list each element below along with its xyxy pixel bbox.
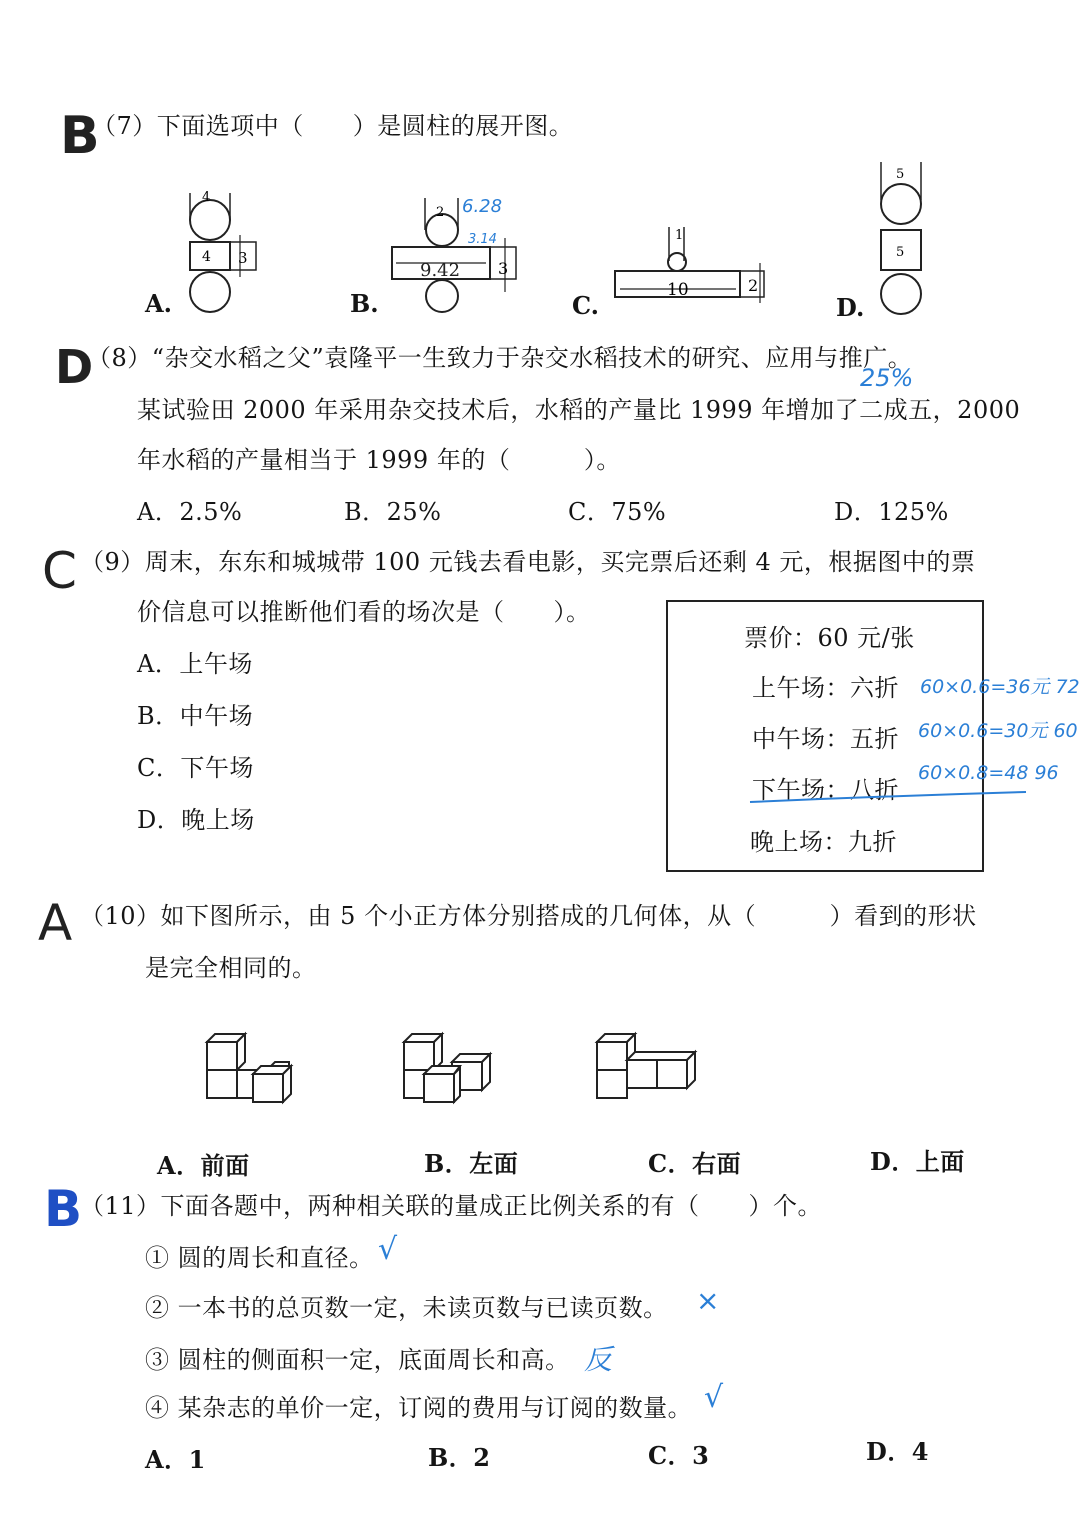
fig-d-top-label: 5 xyxy=(896,167,905,182)
q9-option-c: C．下午场 xyxy=(137,754,254,782)
q7-figure-c xyxy=(612,225,777,305)
fig-a-side-label: 3 xyxy=(238,249,248,267)
q7-option-d: D. xyxy=(836,293,865,322)
q8-option-c: C．75% xyxy=(568,498,667,526)
q9-line1: （9）周末，东东和城城带 100 元钱去看电影，买完票后还剩 4 元，根据图中的票 xyxy=(80,548,976,576)
q9-note-noon: 60×0.6=30元 60 xyxy=(918,720,1078,742)
q10-cube-figure-1 xyxy=(205,1030,300,1110)
q9-option-b: B．中午场 xyxy=(137,702,254,730)
q11-item-4: ④ 某杂志的单价一定，订阅的费用与订阅的数量。 xyxy=(145,1394,693,1422)
fig-d-mid-label: 5 xyxy=(896,245,905,260)
q11-option-a: A．1 xyxy=(145,1445,206,1474)
q11-item-1-mark: √ xyxy=(378,1232,398,1267)
ticket-row-morning: 上午场：六折 xyxy=(752,674,899,702)
q10-option-b: B．左面 xyxy=(424,1149,519,1178)
fig-c-length-label: 10 xyxy=(667,280,689,300)
fig-b-side-label: 3 xyxy=(498,259,509,278)
q10-handwritten-answer: A xyxy=(38,894,73,952)
q10-option-c: C．右面 xyxy=(648,1149,742,1178)
q11-handwritten-answer: B xyxy=(44,1180,83,1238)
q7-figure-b xyxy=(388,190,528,320)
fig-c-side-label: 2 xyxy=(748,276,759,295)
q7-stem: （7）下面选项中（ ）是圆柱的展开图。 xyxy=(92,112,574,140)
q8-option-a: A．2.5% xyxy=(137,498,243,526)
q10-line2: 是完全相同的。 xyxy=(145,954,317,982)
fig-a-mid-label: 4 xyxy=(202,249,211,265)
q11-item-2-mark: × xyxy=(696,1284,720,1317)
q11-item-4-mark: √ xyxy=(704,1380,724,1415)
q7-figure-a xyxy=(180,185,270,315)
q10-line1: （10）如下图所示，由 5 个小正方体分别搭成的几何体，从（ ）看到的形状 xyxy=(80,902,977,930)
q8-option-b: B．25% xyxy=(344,498,442,526)
fig-b-top-label: 2 xyxy=(436,205,445,220)
q9-line2: 价信息可以推断他们看的场次是（ ）。 xyxy=(137,598,591,626)
q10-option-a: A．前面 xyxy=(157,1151,250,1180)
q11-item-3: ③ 圆柱的侧面积一定，底面周长和高。 xyxy=(145,1346,570,1374)
q11-item-3-mark: 反 xyxy=(584,1343,613,1376)
q11-item-1: ① 圆的周长和直径。 xyxy=(145,1244,374,1272)
fig-c-top-label: 1 xyxy=(675,228,684,243)
q9-option-a: A．上午场 xyxy=(137,650,253,678)
ticket-row-evening: 晚上场：九折 xyxy=(750,828,897,856)
q11-item-2: ② 一本书的总页数一定，未读页数与已读页数。 xyxy=(145,1294,668,1322)
q8-line2: 某试验田 2000 年采用杂交技术后，水稻的产量比 1999 年增加了二成五，2000 xyxy=(137,396,1021,424)
q7-option-b: B. xyxy=(350,289,379,318)
q11-option-d: D．4 xyxy=(866,1437,930,1466)
q7-handwritten-answer: B xyxy=(60,106,100,166)
q8-handwritten-answer: D xyxy=(55,340,94,394)
ticket-price: 票价：60 元/张 xyxy=(744,624,915,652)
q7-note-b1: 6.28 xyxy=(462,196,503,217)
q8-option-d: D．125% xyxy=(834,498,949,526)
q10-option-d: D．上面 xyxy=(870,1147,965,1176)
fig-b-length-label: 9.42 xyxy=(420,260,461,281)
q8-line1: （8）“杂交水稻之父”袁隆平一生致力于杂交水稻技术的研究、应用与推广。 xyxy=(87,344,913,372)
q9-note-afternoon: 60×0.8=48 96 xyxy=(918,762,1059,784)
q11-stem: （11）下面各题中，两种相关联的量成正比例关系的有（ ）个。 xyxy=(80,1192,823,1220)
q10-cube-figure-3 xyxy=(595,1030,705,1110)
q8-line3: 年水稻的产量相当于 1999 年的（ ）。 xyxy=(137,446,621,474)
q9-underline-mark xyxy=(748,790,1030,806)
q7-option-c: C. xyxy=(572,291,600,320)
q7-figure-d xyxy=(872,158,932,318)
q7-option-a: A. xyxy=(145,289,172,318)
fig-a-top-label: 4 xyxy=(202,190,211,205)
q11-option-b: B．2 xyxy=(428,1443,491,1472)
q9-handwritten-answer: C xyxy=(42,542,77,600)
q9-note-morning: 60×0.6=36元 72 xyxy=(920,676,1080,698)
q8-note: 25% xyxy=(860,364,914,392)
q11-option-c: C．3 xyxy=(648,1441,710,1470)
q10-cube-figure-2 xyxy=(402,1030,497,1110)
q7-note-b2: 3.14 xyxy=(468,232,497,247)
ticket-row-afternoon: 下午场：八折 xyxy=(752,776,899,804)
ticket-row-noon: 中午场：五折 xyxy=(752,725,899,753)
q9-option-d: D．晚上场 xyxy=(137,806,255,834)
